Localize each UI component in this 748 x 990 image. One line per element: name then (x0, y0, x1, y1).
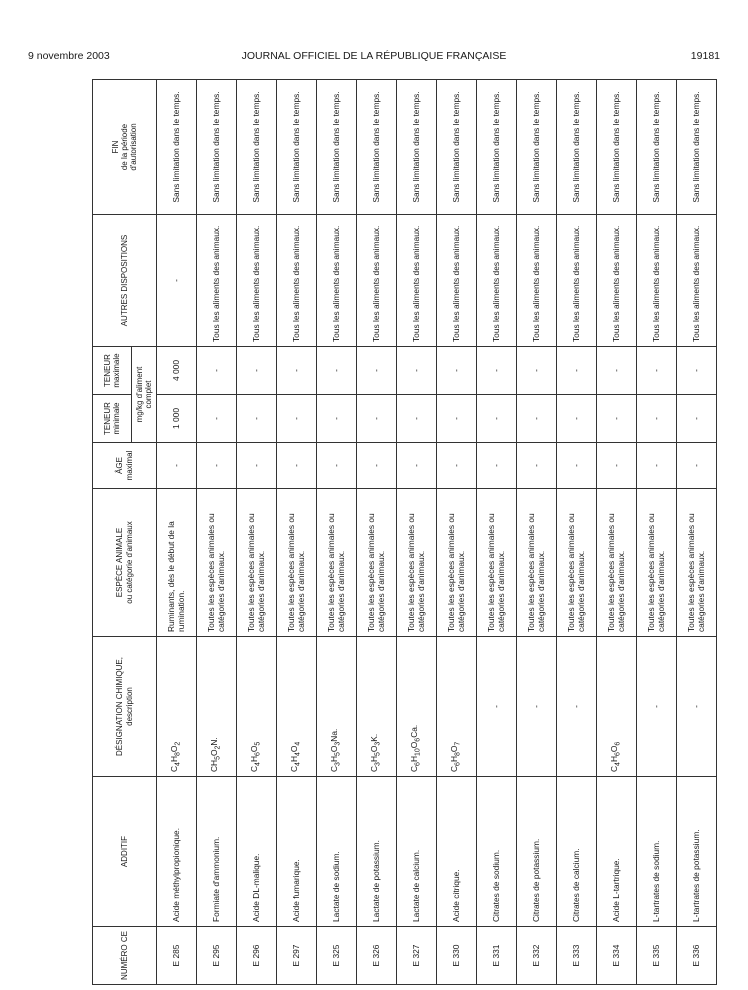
cell-autres-dispositions: Tous les aliments des animaux. (317, 215, 357, 347)
cell-fin-autorisation: Sans limitation dans le temps. (677, 80, 717, 215)
cell-teneur-min: - (277, 395, 317, 443)
cell-espece: Toutes les espèces animales ou catégories d'animaux. (437, 489, 477, 637)
cell-fin-autorisation: Sans limitation dans le temps. (277, 80, 317, 215)
cell-additif: L-tartrates de sodium. (637, 777, 677, 927)
header-fin-line2: de la période (119, 123, 129, 171)
cell-fin-autorisation: Sans limitation dans le temps. (557, 80, 597, 215)
cell-additif: Lactate de potassium. (357, 777, 397, 927)
cell-designation: $C_4H_6O_6$ (597, 637, 637, 777)
header-fin-line1: FIN (110, 140, 120, 154)
cell-numero: E 335 (637, 927, 677, 985)
cell-autres-dispositions: - (157, 215, 197, 347)
cell-autres-dispositions: Tous les aliments des animaux. (557, 215, 597, 347)
cell-teneur-min: - (477, 395, 517, 443)
cell-age: - (517, 443, 557, 489)
cell-numero: E 297 (277, 927, 317, 985)
cell-espece: Toutes les espèces animales ou catégories d'animaux. (677, 489, 717, 637)
cell-teneur-min: - (317, 395, 357, 443)
table-row (197, 80, 237, 985)
header-unit-line1: mg/kg d'aliment (134, 366, 144, 423)
cell-age: - (157, 443, 197, 489)
cell-designation: - (557, 637, 597, 777)
cell-teneur-max: - (277, 347, 317, 395)
cell-teneur-min: - (597, 395, 637, 443)
cell-age: - (677, 443, 717, 489)
cell-age: - (237, 443, 277, 489)
cell-designation: $C_6H_8O_7$ (437, 637, 477, 777)
cell-numero: E 295 (197, 927, 237, 985)
table-row (677, 80, 717, 985)
cell-autres-dispositions: Tous les aliments des animaux. (357, 215, 397, 347)
cell-espece: Toutes les espèces animales ou catégories d'animaux. (197, 489, 237, 637)
table-body (157, 80, 717, 985)
cell-teneur-max: - (597, 347, 637, 395)
cell-designation: $C_4H_6O_5$ (237, 637, 277, 777)
header-espece-line2: ou catégorie d'animaux (124, 521, 134, 604)
rotated-table (92, 80, 706, 985)
cell-teneur-max: - (237, 347, 277, 395)
cell-designation: $C_3H_5O_3K$. (357, 637, 397, 777)
cell-autres-dispositions: Tous les aliments des animaux. (637, 215, 677, 347)
cell-teneur-min: - (677, 395, 717, 443)
table-row (397, 80, 437, 985)
cell-designation: $C_4H_8O_2$ (157, 637, 197, 777)
cell-additif: Lactate de calcium. (397, 777, 437, 927)
cell-numero: E 327 (397, 927, 437, 985)
cell-additif: Citrates de sodium. (477, 777, 517, 927)
cell-additif: Acide DL-malique. (237, 777, 277, 927)
cell-teneur-max: - (557, 347, 597, 395)
cell-teneur-min: - (197, 395, 237, 443)
cell-fin-autorisation: Sans limitation dans le temps. (477, 80, 517, 215)
cell-additif: Acide citrique. (437, 777, 477, 927)
additives-table (92, 79, 717, 985)
header-page-number: 19181 (690, 50, 720, 62)
header-additif: ADDITIF (93, 777, 157, 927)
table-row (597, 80, 637, 985)
header-designation-line2: description (124, 687, 134, 726)
cell-additif: Acide L-tartrique. (597, 777, 637, 927)
cell-designation: - (517, 637, 557, 777)
cell-espece: Toutes les espèces animales ou catégories d'animaux. (237, 489, 277, 637)
cell-age: - (197, 443, 237, 489)
cell-espece: Toutes les espèces animales ou catégories d'animaux. (517, 489, 557, 637)
cell-age: - (437, 443, 477, 489)
cell-teneur-max: - (317, 347, 357, 395)
header-teneur-min (93, 395, 132, 443)
cell-teneur-max: - (477, 347, 517, 395)
cell-age: - (637, 443, 677, 489)
cell-teneur-min: - (237, 395, 277, 443)
cell-designation: $C_6H_{10}O_6Ca$. (397, 637, 437, 777)
header-fin-autorisation (93, 80, 157, 215)
cell-additif: L-tartrates de potassium. (677, 777, 717, 927)
table-header (93, 80, 157, 985)
cell-age: - (597, 443, 637, 489)
table-row (637, 80, 677, 985)
table-row (437, 80, 477, 985)
cell-age: - (397, 443, 437, 489)
cell-numero: E 333 (557, 927, 597, 985)
cell-teneur-min: 1 000 (157, 395, 197, 443)
cell-teneur-max: - (197, 347, 237, 395)
cell-fin-autorisation: Sans limitation dans le temps. (237, 80, 277, 215)
header-designation-line1: DÉSIGNATION CHIMIQUE, (115, 657, 125, 756)
header-espece (93, 489, 157, 637)
header-unit-line2: complet (144, 380, 153, 409)
header-teneur-min-line2: minimale (112, 402, 121, 435)
cell-teneur-max: - (437, 347, 477, 395)
cell-numero: E 332 (517, 927, 557, 985)
cell-espece: Toutes les espèces animales ou catégories d'animaux. (557, 489, 597, 637)
cell-autres-dispositions: Tous les aliments des animaux. (517, 215, 557, 347)
cell-age: - (357, 443, 397, 489)
cell-designation: - (677, 637, 717, 777)
header-teneur-max (93, 347, 132, 395)
cell-teneur-min: - (557, 395, 597, 443)
cell-fin-autorisation: Sans limitation dans le temps. (157, 80, 197, 215)
cell-fin-autorisation: Sans limitation dans le temps. (317, 80, 357, 215)
cell-designation: - (477, 637, 517, 777)
header-fin-line3: d'autorisation (129, 123, 139, 171)
cell-espece: Toutes les espèces animales ou catégories d'animaux. (597, 489, 637, 637)
cell-numero: E 334 (597, 927, 637, 985)
header-espece-line1: ESPÈCE ANIMALE (115, 527, 125, 598)
cell-fin-autorisation: Sans limitation dans le temps. (517, 80, 557, 215)
cell-autres-dispositions: Tous les aliments des animaux. (237, 215, 277, 347)
table-row (517, 80, 557, 985)
cell-teneur-min: - (437, 395, 477, 443)
header-date: 9 novembre 2003 (28, 50, 110, 62)
cell-teneur-min: - (637, 395, 677, 443)
cell-additif: Citrates de potassium. (517, 777, 557, 927)
cell-age: - (277, 443, 317, 489)
cell-numero: E 296 (237, 927, 277, 985)
cell-teneur-max: - (677, 347, 717, 395)
cell-additif: Lactate de sodium. (317, 777, 357, 927)
cell-teneur-max: - (397, 347, 437, 395)
cell-fin-autorisation: Sans limitation dans le temps. (357, 80, 397, 215)
cell-age: - (317, 443, 357, 489)
header-journal-title: JOURNAL OFFICIEL DE LA RÉPUBLIQUE FRANÇAISE (241, 50, 507, 62)
table-row (357, 80, 397, 985)
cell-fin-autorisation: Sans limitation dans le temps. (397, 80, 437, 215)
cell-fin-autorisation: Sans limitation dans le temps. (197, 80, 237, 215)
header-numero-ce: NUMÉRO CE (93, 927, 157, 985)
cell-espece: Ruminants, dès le début de la rumination. (157, 489, 197, 637)
cell-autres-dispositions: Tous les aliments des animaux. (677, 215, 717, 347)
cell-numero: E 330 (437, 927, 477, 985)
table-row (317, 80, 357, 985)
header-teneur-max-line2: maximale (112, 353, 121, 388)
cell-teneur-min: - (397, 395, 437, 443)
cell-age: - (477, 443, 517, 489)
cell-espece: Toutes les espèces animales ou catégories d'animaux. (477, 489, 517, 637)
cell-fin-autorisation: Sans limitation dans le temps. (597, 80, 637, 215)
cell-age: - (557, 443, 597, 489)
cell-designation: $CH_5O_2N$. (197, 637, 237, 777)
cell-numero: E 336 (677, 927, 717, 985)
table-row (237, 80, 277, 985)
cell-fin-autorisation: Sans limitation dans le temps. (637, 80, 677, 215)
cell-autres-dispositions: Tous les aliments des animaux. (477, 215, 517, 347)
table-row (557, 80, 597, 985)
cell-espece: Toutes les espèces animales ou catégories d'animaux. (357, 489, 397, 637)
cell-autres-dispositions: Tous les aliments des animaux. (437, 215, 477, 347)
cell-teneur-min: - (517, 395, 557, 443)
cell-teneur-max: - (357, 347, 397, 395)
cell-numero: E 331 (477, 927, 517, 985)
cell-espece: Toutes les espèces animales ou catégories d'animaux. (397, 489, 437, 637)
cell-additif: Citrates de calcium. (557, 777, 597, 927)
cell-autres-dispositions: Tous les aliments des animaux. (597, 215, 637, 347)
header-age-line2: maximal (124, 450, 134, 481)
cell-designation: $C_4H_4O_4$ (277, 637, 317, 777)
header-designation (93, 637, 157, 777)
cell-teneur-max: - (637, 347, 677, 395)
header-unit (132, 347, 157, 443)
cell-designation: $C_3H_5O_3Na$. (317, 637, 357, 777)
cell-numero: E 285 (157, 927, 197, 985)
cell-espece: Toutes les espèces animales ou catégories d'animaux. (277, 489, 317, 637)
header-age-line1: ÂGE (115, 457, 125, 474)
header-age (93, 443, 157, 489)
cell-espece: Toutes les espèces animales ou catégories d'animaux. (637, 489, 677, 637)
table-row (157, 80, 197, 985)
cell-teneur-max: - (517, 347, 557, 395)
header-teneur-min-line1: TENEUR (102, 402, 112, 435)
cell-additif: Acide méthylpropionique. (157, 777, 197, 927)
cell-numero: E 326 (357, 927, 397, 985)
cell-numero: E 325 (317, 927, 357, 985)
cell-teneur-min: - (357, 395, 397, 443)
header-autres-dispositions: AUTRES DISPOSITIONS (93, 215, 157, 347)
cell-teneur-max: 4 000 (157, 347, 197, 395)
cell-autres-dispositions: Tous les aliments des animaux. (197, 215, 237, 347)
cell-designation: - (637, 637, 677, 777)
cell-autres-dispositions: Tous les aliments des animaux. (277, 215, 317, 347)
cell-additif: Acide fumarique. (277, 777, 317, 927)
cell-fin-autorisation: Sans limitation dans le temps. (437, 80, 477, 215)
table-row (477, 80, 517, 985)
header-teneur-max-line1: TENEUR (102, 354, 112, 387)
cell-additif: Formiate d'ammonium. (197, 777, 237, 927)
cell-espece: Toutes les espèces animales ou catégories d'animaux. (317, 489, 357, 637)
cell-autres-dispositions: Tous les aliments des animaux. (397, 215, 437, 347)
table-row (277, 80, 317, 985)
rotated-table-frame (92, 80, 706, 985)
